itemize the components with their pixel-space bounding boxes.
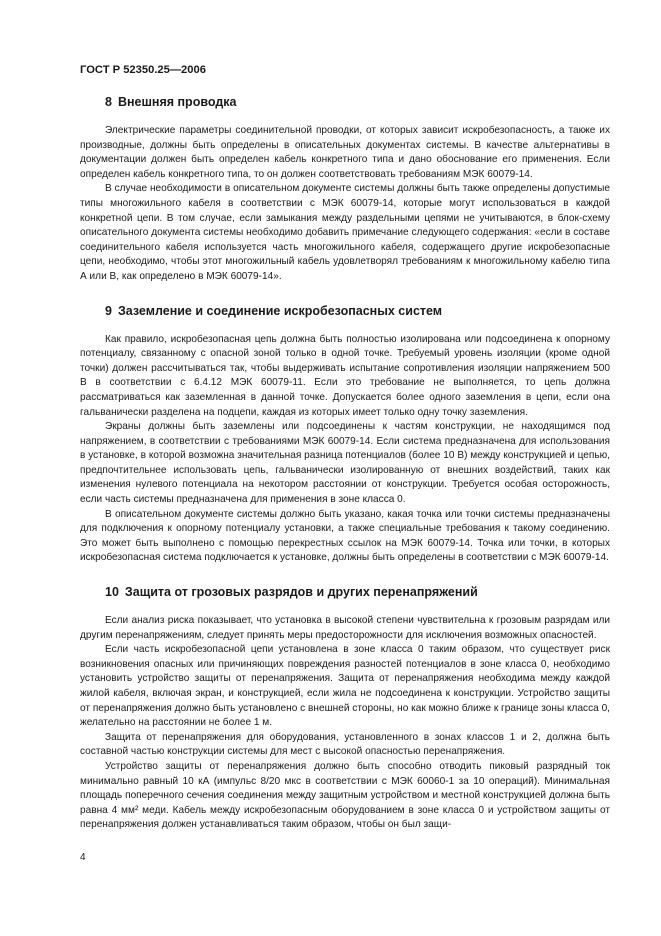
paragraph: Как правило, искробезопасная цепь должна быть полностью изолирована или подсоединена к опорному потенциалу, связанному с опасной зоной только в одной точке. Требуемый уровень изоляции (кроме одной точки) должен рассчитываться так, чтобы выдерживать испытание сопротивления изоляции напряжением 500 В в соответствии с 6.4.12 МЭК 60079-11. Если это требование не выполняется, то цепь должна рассматриваться как заземленная в данной точке. Допускается более одного заземления в цепи, если она гальванически разделена на подцепи, каждая из которых имеет только одну точку заземления. (80, 333, 610, 418)
section-10 (80, 584, 610, 833)
section-title: Внешняя проводка (117, 95, 237, 109)
section-number: 8 (105, 95, 112, 109)
section-title: Заземление и соединение искробезопасных систем (117, 303, 443, 318)
section-9 (80, 303, 610, 567)
section-8 (80, 94, 610, 285)
paragraph: Если анализ риска показывает, что установка в высокой степени чувствительна к грозовым разрядам или другим перенапряжениям, следует принять меры предосторожности для исключения возможных опасностей. (80, 615, 610, 641)
paragraph: Экраны должны быть заземлены или подсоединены к частям конструкции, не находящимся под напряжением, в соответствии с требованиями МЭК 60079-14. Если система предназначена для использования в установке, в которой возможна значительная разница потенциалов (более 10 В) между конструкцией и цепью, предпочтительнее использовать цепь, гальванически изолированную от внешних воздействий, таких как изменения нулевого потенциала на некотором расстоянии от конструкции. Требуется особая осторожность, если часть системы предназначена для применения в зоне класса 0. (80, 421, 610, 506)
section-number: 10 (105, 585, 119, 600)
paragraph: Устройство защиты от перенапряжения должно быть способно отводить пиковый разрядный ток минимально равный 10 кА (импульс 8/20 мкс в соответствии с МЭК 60060-1 за 10 операций). Минимальная площадь поперечного сечения соединения между защитным устройством и местной конструкцией должна быть равна 4 мм² меди. Кабель между искробезопасным оборудованием в зоне класса 0 и устройством защиты от перенапряжения должен устанавливаться таким образом, чтобы он был защи- (80, 760, 610, 831)
document-header: ГОСТ Р 52350.25—2006 (80, 64, 206, 76)
section-heading (80, 584, 610, 600)
section-heading (80, 303, 610, 319)
document-body (80, 94, 610, 833)
page-number: 4 (80, 852, 86, 863)
paragraph: В случае необходимости в описательном документе системы должны быть также определены допустимые типы многожильного кабеля в соответствии с МЭК 60079-14, которые могут использоваться в каждой конкретной цепи. В том случае, если замыкания между раздельными цепями не учитываются, в блок-схему описательного документа системы необходимо добавить примечание следующего содержания: «если в составе соединительного кабеля используется часть многожильного кабеля, содержащего другие искробезопасные цепи, необходимо, чтобы этот многожильный кабель удовлетворял требованиям к многожильному кабелю типа А или В, как определено в МЭК 60079-14». (80, 183, 610, 282)
paragraph: Защита от перенапряжения для оборудования, установленного в зонах классов 1 и 2, должна быть составной частью конструкции системы для мест с высокой опасностью перенапряжения. (80, 731, 610, 758)
section-title: Защита от грозовых разрядов и других перенапряжений (124, 585, 478, 600)
section-number: 9 (105, 303, 112, 318)
section-heading (80, 94, 610, 110)
paragraph: В описательном документе системы должно быть указано, какая точка или точки системы предназначены для подключения к опорному потенциалу установки, а также специальные требования к такому соединению. Это может быть выполнено с помощью перекрестных ссылок на МЭК 60079-14. Точка или точки, в которых искробезопасная система подключается к установке, должны быть определены в соответствии с МЭК 60079-14. (80, 508, 610, 564)
paragraph: Если часть искробезопасной цепи установлена в зоне класса 0 таким образом, что существует риск возникновения опасных или причиняющих повреждения разностей потенциалов в зоне класса 0, необходимо установить устройство защиты от перенапряжения. Защита от перенапряжения необходима между каждой жилой кабеля, включая экран, и конструкцией, если жила не подсоединена к конструкции. Устройство защиты от перенапряжения должно быть установлено с внешней стороны, но как можно ближе к границе зоны класса 0, желательно на расстоянии не более 1 м. (80, 644, 610, 729)
paragraph: Электрические параметры соединительной проводки, от которых зависит искробезопасность, а также их производные, должны быть определены в описательных документах системы. В качестве альтернативы в документации должен быть определен кабель конкретного типа и дано обоснование его применения. Если определен кабель конкретного типа, то он должен соответствовать требованиям МЭК 60079-14. (80, 125, 610, 180)
